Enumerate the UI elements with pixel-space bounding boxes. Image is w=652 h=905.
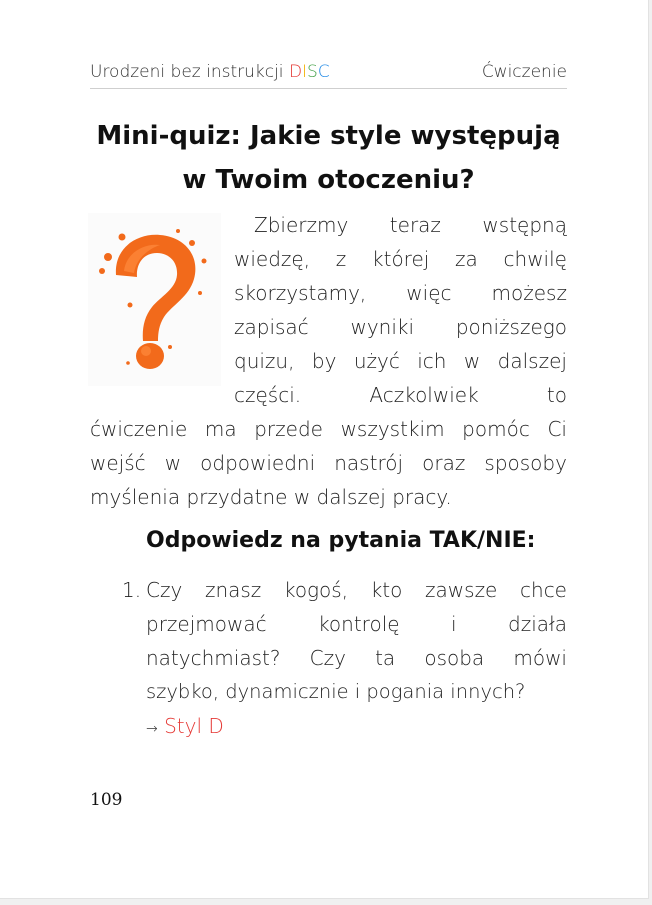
title-line-1: Mini-quiz: Jakie style występują bbox=[96, 121, 561, 151]
word: wejść bbox=[90, 451, 146, 475]
word: wstępną bbox=[482, 213, 567, 237]
intro-line-4 bbox=[234, 312, 567, 342]
word: sposoby bbox=[484, 451, 567, 475]
page-title bbox=[90, 114, 567, 202]
word: teraz bbox=[389, 213, 441, 237]
word: Ci bbox=[547, 417, 567, 441]
word: wszystkim bbox=[340, 417, 445, 441]
disc-letter-d: D bbox=[288, 62, 303, 82]
question-line-1 bbox=[146, 575, 567, 605]
word: mówi bbox=[513, 646, 567, 670]
question-number: 1. bbox=[122, 578, 142, 602]
intro-line-8 bbox=[90, 448, 567, 478]
disc-letter-c: C bbox=[317, 62, 330, 82]
word: Zbierzmy bbox=[254, 213, 349, 237]
word: poniższego bbox=[455, 315, 567, 339]
intro-line-7 bbox=[90, 414, 567, 444]
intro-line-3 bbox=[234, 278, 567, 308]
word: możesz bbox=[491, 281, 567, 305]
book-title-text: Urodzeni bez instrukcji bbox=[90, 62, 289, 82]
word: Czy bbox=[309, 646, 346, 670]
word: w bbox=[463, 349, 481, 373]
word: skorzystamy, bbox=[234, 281, 367, 305]
question-answer bbox=[146, 711, 224, 744]
intro-line-9: myślenia przydatne w dalszej pracy. bbox=[90, 485, 452, 509]
word: za bbox=[455, 247, 478, 271]
word: odpowiedni bbox=[200, 451, 316, 475]
word: ma bbox=[204, 417, 237, 441]
question-mark-icon bbox=[88, 213, 221, 386]
word: oraz bbox=[422, 451, 466, 475]
intro-line-6 bbox=[234, 380, 567, 410]
word: ich bbox=[417, 349, 447, 373]
book-title bbox=[90, 62, 330, 82]
word: przede bbox=[254, 417, 323, 441]
word: by bbox=[311, 349, 337, 373]
word: ćwiczenie bbox=[90, 417, 188, 441]
disc-letter-i: I bbox=[302, 62, 308, 82]
word: działa bbox=[508, 612, 567, 636]
word: zapisać bbox=[234, 315, 309, 339]
section-label: Ćwiczenie bbox=[481, 62, 567, 82]
question-line-3 bbox=[146, 643, 567, 673]
answer-style-label: Styl D bbox=[164, 714, 224, 738]
word: dalszej bbox=[497, 349, 567, 373]
word: Aczkolwiek bbox=[369, 383, 479, 407]
word: nastrój bbox=[334, 451, 404, 475]
page-number: 109 bbox=[90, 790, 123, 810]
word: której bbox=[372, 247, 430, 271]
word: to bbox=[546, 383, 567, 407]
word: natychmiast? bbox=[146, 646, 281, 670]
arrow-right-icon: → bbox=[146, 721, 158, 737]
intro-line-5 bbox=[234, 346, 567, 376]
word: chce bbox=[520, 578, 567, 602]
word: z bbox=[335, 247, 347, 271]
word: wiedzę, bbox=[234, 247, 311, 271]
word: znasz bbox=[204, 578, 262, 602]
question-line-2 bbox=[146, 609, 567, 639]
intro-line-2 bbox=[234, 244, 567, 274]
word: więc bbox=[406, 281, 452, 305]
word: kogoś, bbox=[283, 578, 349, 602]
word: i bbox=[451, 612, 457, 636]
word: pomóc bbox=[462, 417, 530, 441]
word: zawsze bbox=[425, 578, 498, 602]
disc-letter-s: S bbox=[307, 62, 318, 82]
word: wyniki bbox=[350, 315, 415, 339]
word: w bbox=[164, 451, 182, 475]
word: quizu, bbox=[234, 349, 295, 373]
word: osoba bbox=[424, 646, 485, 670]
word: chwilę bbox=[503, 247, 567, 271]
running-header bbox=[90, 62, 567, 89]
word: kto bbox=[370, 578, 403, 602]
word: użyć bbox=[353, 349, 400, 373]
word: ta bbox=[375, 646, 396, 670]
word: kontrolę bbox=[318, 612, 400, 636]
question-line-4: szybko, dynamicznie i pogania innych? bbox=[146, 680, 526, 703]
intro-line-1 bbox=[254, 210, 567, 240]
word: części. bbox=[234, 383, 302, 407]
word: Czy bbox=[146, 578, 183, 602]
questions-heading: Odpowiedz na pytania TAK/NIE: bbox=[146, 528, 536, 553]
word: przejmować bbox=[146, 612, 267, 636]
title-line-2: w Twoim otoczeniu? bbox=[182, 165, 475, 195]
